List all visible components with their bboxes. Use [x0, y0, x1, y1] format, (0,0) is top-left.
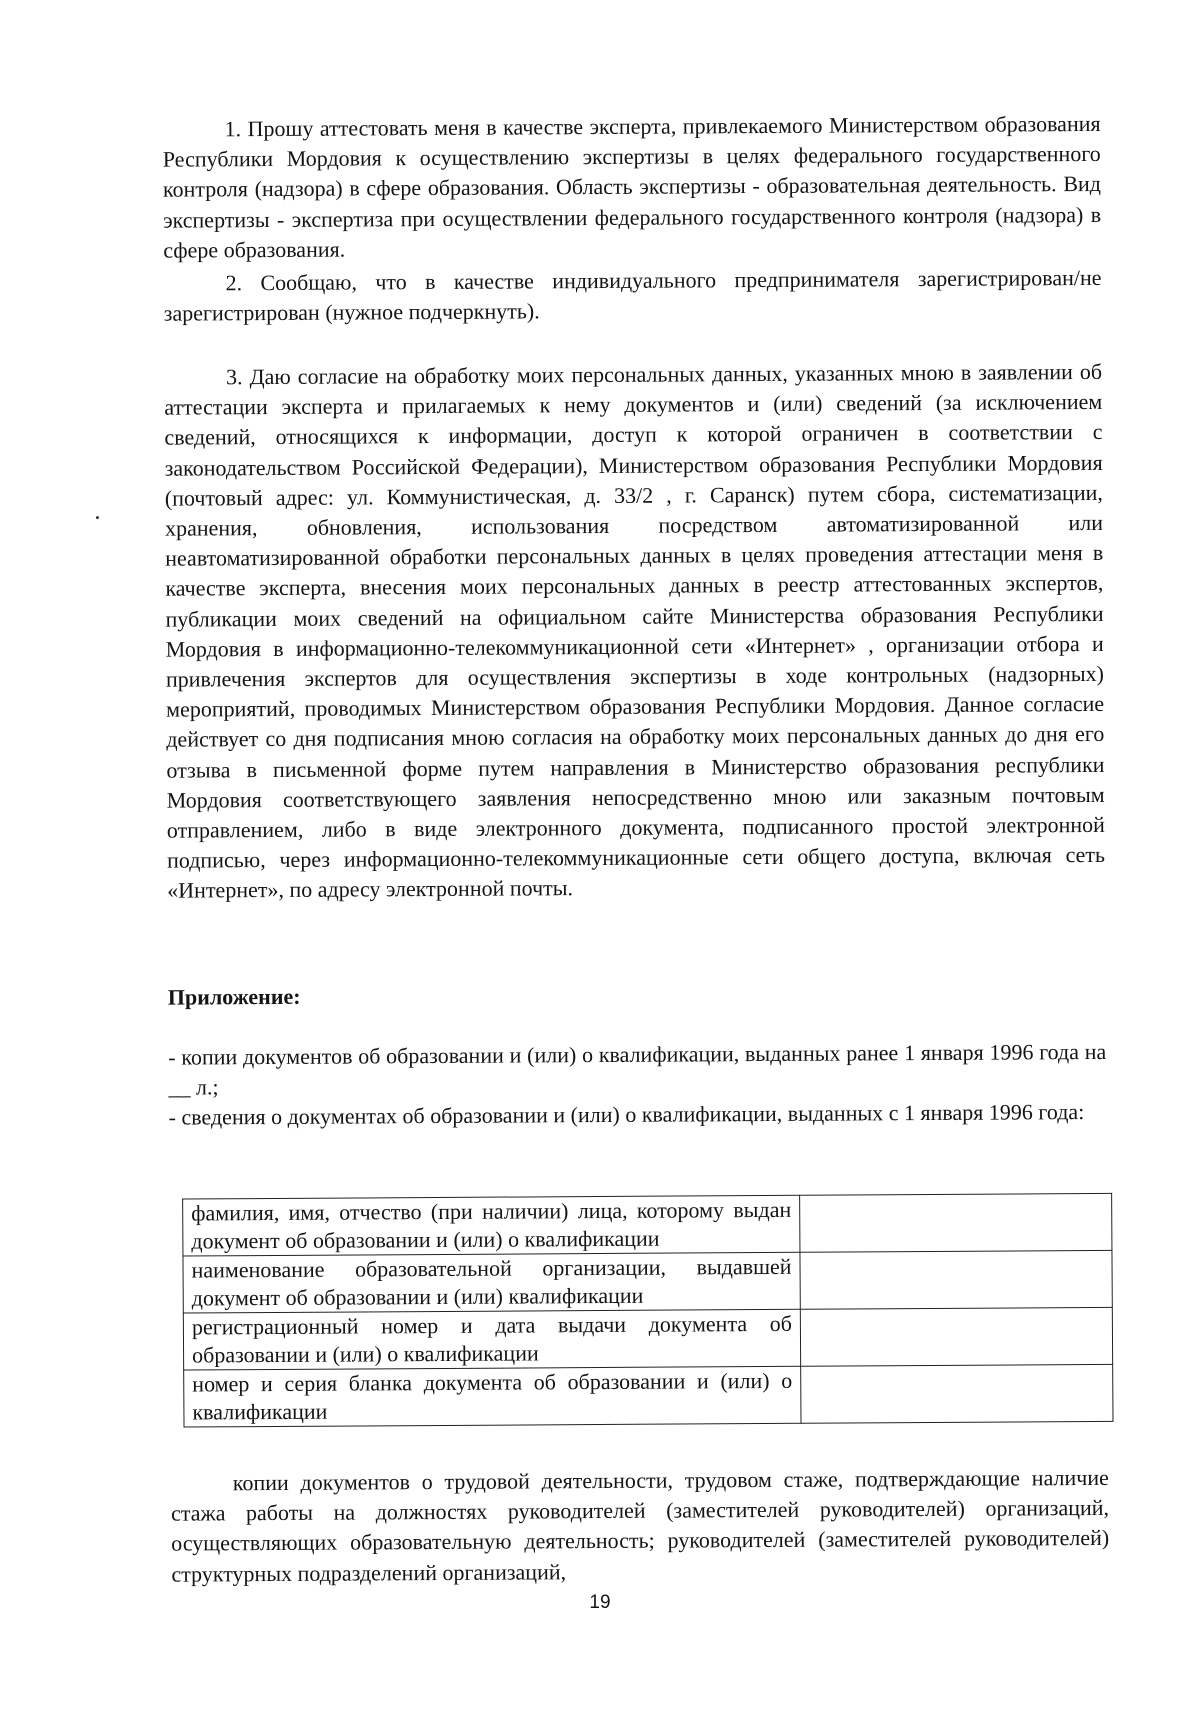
paragraph-3: [164, 357, 1105, 906]
appendix-heading: Приложение:: [167, 983, 301, 1010]
paragraph-2: [163, 263, 1101, 329]
paragraph-1-text: 1. Прошу аттестовать меня в качестве эксперта, привлекаемого Министерством образования Республики Мордовия к осуществлению экспертизы в целях федерального государственного контроля (надзора) в сфере образования. Область экспертизы - образовательная деятельность. Вид экспертизы - экспертиза при осуществлении федерального государственного контроля (надзора) в сфере образования.: [162, 110, 1102, 263]
appendix-list: [168, 1037, 1107, 1133]
table-row: [183, 1307, 1112, 1370]
appendix-item: - копии документов об образовании и (или) о квалификации, выданных ранее 1 января 1996 года на __ л.;: [168, 1038, 1107, 1100]
page-number: 19: [589, 1592, 611, 1613]
closing-paragraph: [171, 1463, 1110, 1590]
table-row-value[interactable]: [800, 1250, 1112, 1309]
table-row-value[interactable]: [800, 1307, 1112, 1366]
table-row-label: наименование образовательной организации, выдавшей документ об образовании и (или) квалификации: [183, 1252, 800, 1313]
paragraph-1: [162, 109, 1101, 266]
table-row-label: регистрационный номер и дата выдачи документа об образовании и (или) о квалификации: [183, 1309, 800, 1370]
table-row: [183, 1193, 1112, 1256]
appendix-item: - сведения о документах об образовании и (или) о квалификации, выданных с 1 января 1996 года:: [168, 1099, 1085, 1131]
table-row: [184, 1364, 1113, 1427]
scan-speck: [96, 516, 99, 519]
table-row: [183, 1250, 1112, 1313]
paragraph-3-text: 3. Даю согласие на обработку моих персональных данных, указанных мною в заявлении об аттестации эксперта и прилагаемых к нему документов и (или) сведений (за исключением сведений, относящихся к информации, доступ к которой ограничен в соответствии с законодательством Российской Федерации), Министерством образования Республики Мордовия (почтовый адрес: ул. Коммунистическая, д. 33/2 , г. Саранск) путем сбора, систематизации, хранения, обновления, использования посредством автоматизированной или неавтоматизированной обработки персональных данных в целях проведения аттестации меня в качестве эксперта, внесения моих персональных данных в реестр аттестованных экспертов, публикации моих сведений на официальном сайте Министерства образования Республики Мордовия в информационно-телекоммуникационной сети «Интернет» , организации отбора и привлечения экспертов для осуществления экспертизы в ходе контрольных (надзорных) мероприятий, проводимых Министерством образования Республики Мордовия. Данное согласие действует со дня подписания мною согласия на обработку моих персональных данных до дня его отзыва в письменной форме путем направления в Министерство образования республики Мордовия соответствующего заявления непосредственно мною или заказным почтовым отправлением, либо в виде электронного документа, подписанного простой электронной подписью, через информационно-телекоммуникационные сети общего доступа, включая сеть «Интернет», по адресу электронной почты.: [164, 358, 1106, 904]
table-row-value[interactable]: [801, 1364, 1113, 1423]
table-row-label: номер и серия бланка документа об образовании и (или) о квалификации: [184, 1366, 801, 1427]
closing-paragraph-text: копии документов о трудовой деятельности, трудовом стаже, подтверждающие наличие стажа работы на должностях руководителей (заместителей руководителей) организаций, осуществляющих образовательную деятельность; руководителей (заместителей руководителей) структурных подразделений организаций,: [170, 1464, 1110, 1587]
document-details-table: [182, 1193, 1113, 1428]
table-row-value[interactable]: [800, 1193, 1112, 1252]
table-row-label: фамилия, имя, отчество (при наличии) лица, которому выдан документ об образовании и (или) о квалификации: [183, 1195, 800, 1256]
paragraph-2-text: 2. Сообщаю, что в качестве индивидуального предпринимателя зарегистрирован/не зарегистрирован (нужное подчеркнуть).: [163, 264, 1102, 326]
